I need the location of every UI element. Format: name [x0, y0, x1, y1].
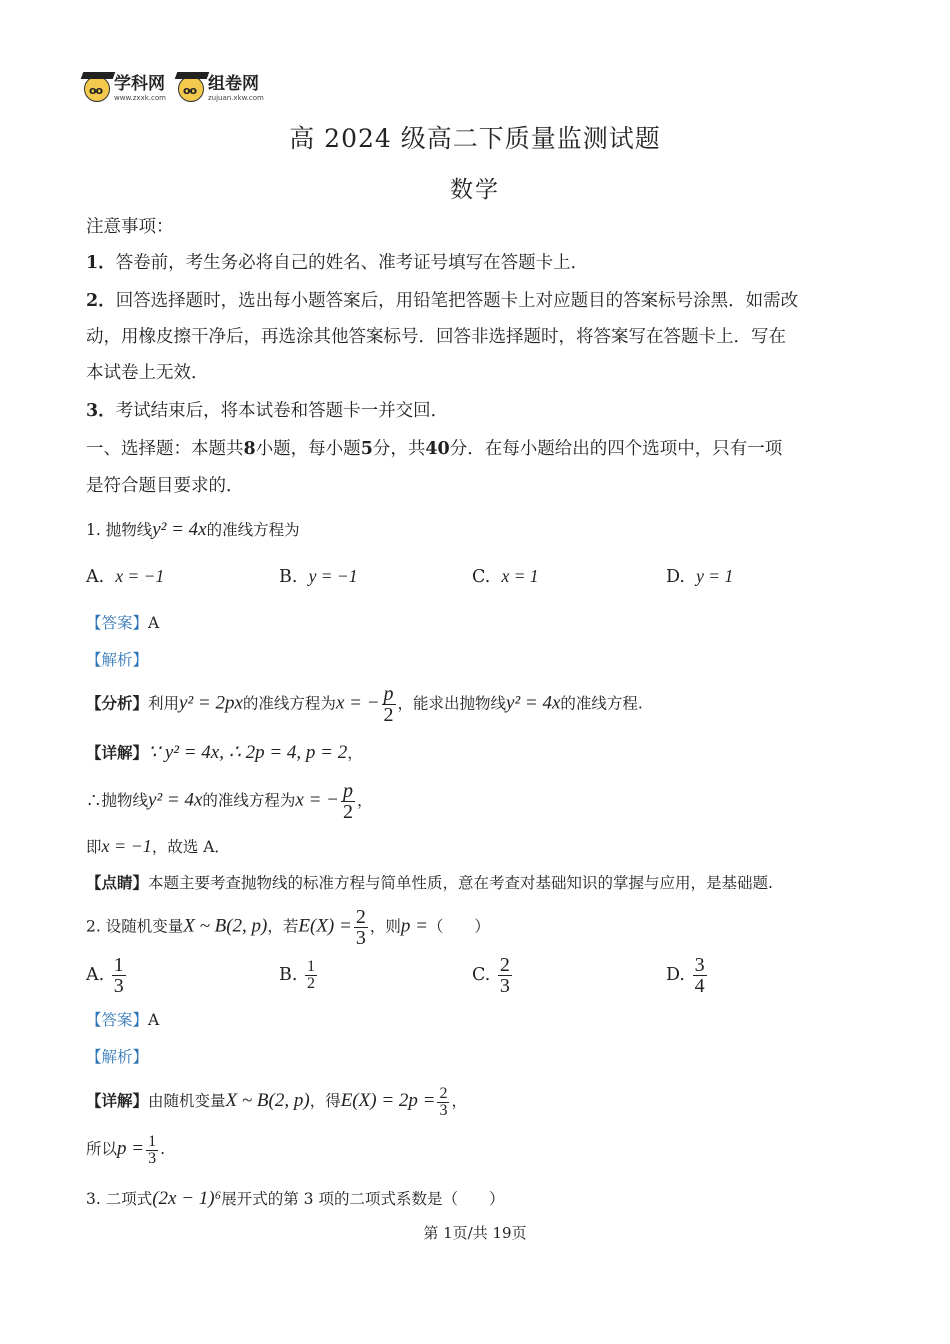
q1-conclusion [86, 831, 230, 862]
points-each: 5 [360, 439, 373, 459]
q2-option-c [472, 953, 514, 997]
option-letter: C. [472, 567, 491, 587]
numerator: 3 [694, 954, 705, 976]
q1-option-a [86, 566, 164, 587]
item-text: 答卷前，考生务必将自己的姓名、准考证号填写在答题卡上． [115, 253, 589, 273]
fraction [112, 955, 126, 996]
mascot-icon [84, 76, 110, 102]
therefore-text: ∴抛物线 [86, 791, 149, 810]
exam-title: 高 2024 级高二下质量监测试题 [289, 124, 661, 153]
fenxi-text: 的准线方程. [560, 694, 643, 713]
detail-tag: 【详解】 [86, 743, 149, 762]
option-text: x = −1 [115, 566, 165, 586]
detail-equation: X ~ B(2, p) [225, 1090, 310, 1111]
option-letter: D. [666, 567, 685, 587]
option-text: y = −1 [308, 566, 358, 586]
question-count: 8 [243, 439, 256, 459]
points-total: 40 [425, 439, 450, 459]
q2-detail [86, 1082, 467, 1120]
fraction [341, 781, 355, 822]
fraction [693, 955, 707, 996]
fenxi-equation: x = − [335, 692, 380, 714]
denominator: 2 [383, 704, 394, 726]
stem-text: 展开式的第 3 项的二项式系数是（ ） [221, 1190, 505, 1208]
answer-tag: 【答案】 [86, 1011, 149, 1029]
conclusion-equation: x = −1 [101, 836, 152, 856]
denominator: 3 [439, 1101, 448, 1119]
q1-fenxi [86, 684, 643, 725]
item-text: 考试结束后，将本试卷和答题卡一并交回． [115, 401, 449, 421]
fraction [437, 1086, 449, 1119]
section-text: 小题，每小题 [255, 439, 361, 459]
detail-text: ，得 [309, 1092, 341, 1110]
q2-analysis-tag: 【解析】 [86, 1048, 149, 1066]
numerator: p [383, 683, 394, 705]
fenxi-text: 的准线方程为 [242, 694, 336, 713]
stem-text: 3. 二项式 [86, 1190, 153, 1208]
section-text: 分．在每小题给出的四个选项中，只有一项 [449, 439, 783, 459]
denominator: 3 [499, 975, 510, 997]
option-text: y = 1 [696, 566, 734, 586]
option-text: x = 1 [501, 566, 539, 586]
stem-equation: E(X) = [298, 915, 352, 937]
q2-option-d [666, 953, 709, 997]
logo-zujuan [178, 76, 264, 102]
stem-text: （ ） [427, 917, 490, 936]
conclusion-text: 即 [86, 838, 102, 856]
item-text: 回答选择题时，选出每小题答案后，用铅笔把答题卡上对应题目的答案标号涂黑．如需改 [115, 291, 799, 311]
section-text: 一、选择题：本题共 [86, 439, 244, 459]
fenxi-tag: 【分析】 [86, 693, 149, 713]
numerator: 2 [499, 954, 510, 976]
stem-equation: y² = 4x [152, 519, 207, 540]
notice-item-1 [86, 248, 588, 278]
fraction [354, 907, 368, 948]
conclusion-text: ，故选 A． [151, 838, 230, 856]
fenxi-equation: y² = 4x [506, 692, 561, 714]
section-heading [86, 434, 782, 464]
numerator: 2 [439, 1084, 448, 1102]
q1-therefore [86, 781, 373, 822]
option-letter: D. [666, 965, 685, 985]
stem-equation: (2x − 1)⁶ [152, 1188, 222, 1209]
notice-item-2 [86, 286, 798, 316]
notice-item-2-line3: 本试卷上无效． [86, 363, 209, 383]
denominator: 3 [148, 1149, 157, 1167]
denominator: 3 [355, 927, 366, 949]
logo-name: 组卷网 [207, 74, 259, 94]
q1-option-b [279, 566, 357, 587]
option-letter: C. [472, 965, 491, 985]
q2-answer [86, 1005, 159, 1035]
q2-option-a [86, 953, 128, 997]
stem-text: 2. 设随机变量 [86, 917, 184, 936]
answer-value: A [148, 1011, 160, 1029]
detail-tag: 【详解】 [86, 1091, 149, 1110]
detail-text: ， [347, 744, 363, 762]
therefore-equation: x = − [295, 789, 339, 811]
notice-item-3 [86, 396, 448, 426]
item-number: 2． [86, 291, 116, 311]
numerator: 1 [113, 954, 124, 976]
notice-item-2-line2: 动，用橡皮擦干净后，再选涂其他答案标号．回答非选择题时，将答案写在答题卡上．写在 [86, 327, 786, 347]
item-number: 3． [86, 401, 116, 421]
fraction [305, 959, 317, 992]
stem-equation: p = [400, 915, 428, 937]
q1-stem [86, 515, 300, 545]
q1-dianjing [86, 868, 773, 898]
q1-option-d [666, 566, 733, 587]
q1-answer [86, 608, 159, 638]
page-footer: 第 1页/共 19页 [423, 1224, 527, 1242]
denominator: 3 [113, 975, 124, 997]
denominator: 4 [694, 975, 705, 997]
section-text: 分，共 [372, 439, 426, 459]
answer-tag: 【答案】 [86, 614, 149, 632]
option-letter: A. [86, 567, 105, 587]
q1-analysis-tag: 【解析】 [86, 651, 149, 669]
logo-zxxk [84, 76, 166, 102]
stem-text: ，则 [369, 917, 401, 936]
dianjing-tag: 【点睛】 [86, 873, 149, 892]
section-heading-line2: 是符合题目要求的． [86, 476, 244, 496]
denominator: 2 [307, 975, 316, 992]
answer-value: A [148, 614, 160, 632]
q1-option-c [472, 566, 539, 587]
fenxi-text: ，能求出抛物线 [397, 694, 507, 713]
therefore-text: 的准线方程为 [202, 791, 296, 810]
therefore-text: ， [357, 791, 373, 810]
therefore-equation: y² = 4x [148, 789, 203, 811]
mascot-icon [178, 76, 204, 102]
detail-text: ， [451, 1092, 467, 1110]
fraction [498, 955, 512, 996]
fraction [146, 1134, 158, 1167]
logo-url: zujuan.xkw.com [207, 94, 264, 102]
so-equation: p = [117, 1138, 145, 1159]
q2-so [86, 1130, 165, 1168]
exam-subject: 数学 [450, 177, 500, 203]
stem-text: ，若 [267, 917, 299, 936]
q2-option-b [279, 953, 319, 997]
logo-url: www.zxxk.com [114, 94, 166, 102]
detail-equation: ∵ y² = 4x, ∴ 2p = 4, p = 2 [148, 742, 348, 763]
fenxi-equation: y² = 2px [179, 692, 243, 714]
denominator: 2 [343, 801, 353, 823]
q1-detail [86, 738, 363, 768]
so-text: . [160, 1140, 166, 1158]
numerator: p [343, 780, 353, 802]
stem-equation: X ~ B(2, p) [183, 915, 268, 937]
item-number: 1． [86, 253, 116, 273]
detail-equation: E(X) = 2p = [340, 1090, 436, 1111]
so-text: 所以 [86, 1140, 118, 1158]
detail-text: 由随机变量 [148, 1092, 226, 1110]
notice-heading: 注意事项： [86, 217, 174, 237]
header-logos [84, 72, 264, 106]
stem-text: 1. 抛物线 [86, 521, 153, 539]
fraction [382, 684, 396, 725]
option-letter: A. [86, 965, 105, 985]
logo-name: 学科网 [114, 74, 165, 94]
numerator: 1 [148, 1132, 157, 1150]
numerator: 2 [355, 906, 366, 928]
option-letter: B. [279, 965, 298, 985]
q3-stem [86, 1184, 504, 1214]
option-letter: B. [279, 567, 298, 587]
q2-stem [86, 907, 490, 948]
dianjing-text: 本题主要考查抛物线的标准方程与简单性质，意在考查对基础知识的掌握与应用，是基础题. [148, 874, 773, 892]
stem-text: 的准线方程为 [206, 521, 300, 539]
numerator: 1 [307, 958, 316, 975]
fenxi-text: 利用 [148, 694, 180, 713]
